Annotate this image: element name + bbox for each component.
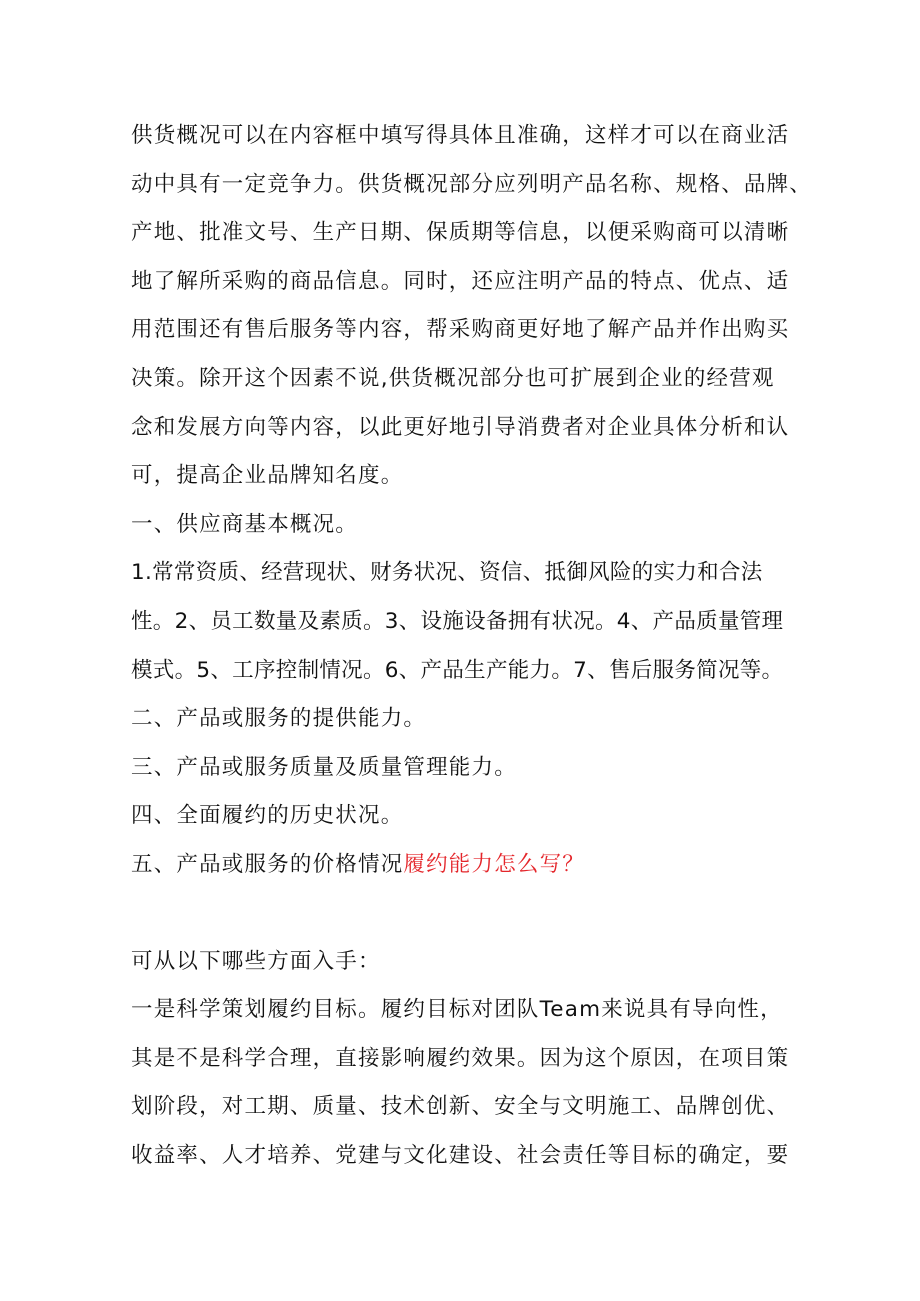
paragraph-line: 供货概况可以在内容框中填写得具体且准确，这样才可以在商业活 bbox=[131, 123, 790, 148]
section-heading-5 bbox=[131, 841, 811, 890]
paragraph-line: 一是科学策划履约目标。履约目标对团队Team来说具有导向性， bbox=[131, 997, 783, 1023]
list-line: 1.常常资质、经营现状、财务状况、资信、抵御风险的实力和合法 bbox=[131, 560, 763, 586]
paragraph-line: 决策。除开这个因素不说,供货概况部分也可扩展到企业的经营观 bbox=[131, 365, 775, 391]
paragraph-line: 动中具有一定竞争力。供货概况部分应列明产品名称、规格、品牌、 bbox=[131, 171, 813, 197]
paragraph-line: 其是不是科学合理，直接影响履约效果。因为这个原因，在项目策 bbox=[131, 1045, 790, 1071]
section-heading-3: 三、产品或服务质量及质量管理能力。 bbox=[131, 754, 517, 780]
section-heading-4: 四、全面履约的历史状况。 bbox=[131, 803, 404, 829]
list-line: 性。2、员工数量及素质。3、设施设备拥有状况。4、产品质量管理 bbox=[131, 608, 784, 634]
paragraph-line: 念和发展方向等内容，以此更好地引导消费者对企业具体分析和认 bbox=[131, 414, 790, 440]
highlighted-question: 履约能力怎么写？ bbox=[403, 851, 586, 877]
paragraph-line: 可从以下哪些方面入手： bbox=[131, 948, 381, 974]
paragraph-line: 用范围还有售后服务等内容，帮采购商更好地了解产品并作出购买 bbox=[131, 317, 790, 343]
paragraph-line: 收益率、人才培养、党建与文化建设、社会责任等目标的确定，要 bbox=[131, 1142, 790, 1168]
paragraph-line: 划阶段，对工期、质量、技术创新、安全与文明施工、品牌创优、 bbox=[131, 1094, 790, 1120]
section-heading-5-text: 五、产品或服务的价格情况 bbox=[131, 851, 404, 877]
section-heading-2: 二、产品或服务的提供能力。 bbox=[131, 706, 427, 732]
document-body bbox=[131, 112, 811, 1180]
paragraph-line: 地了解所采购的商品信息。同时，还应注明产品的特点、优点、适 bbox=[131, 268, 790, 294]
paragraph-line: 产地、批准文号、生产日期、保质期等信息，以便采购商可以清晰 bbox=[131, 220, 790, 246]
paragraph-line: 可，提高企业品牌知名度。 bbox=[131, 463, 404, 489]
section-heading-1: 一、供应商基本概况。 bbox=[131, 511, 359, 537]
list-line: 模式。5、工序控制情况。6、产品生产能力。7、售后服务简况等。 bbox=[131, 657, 784, 683]
